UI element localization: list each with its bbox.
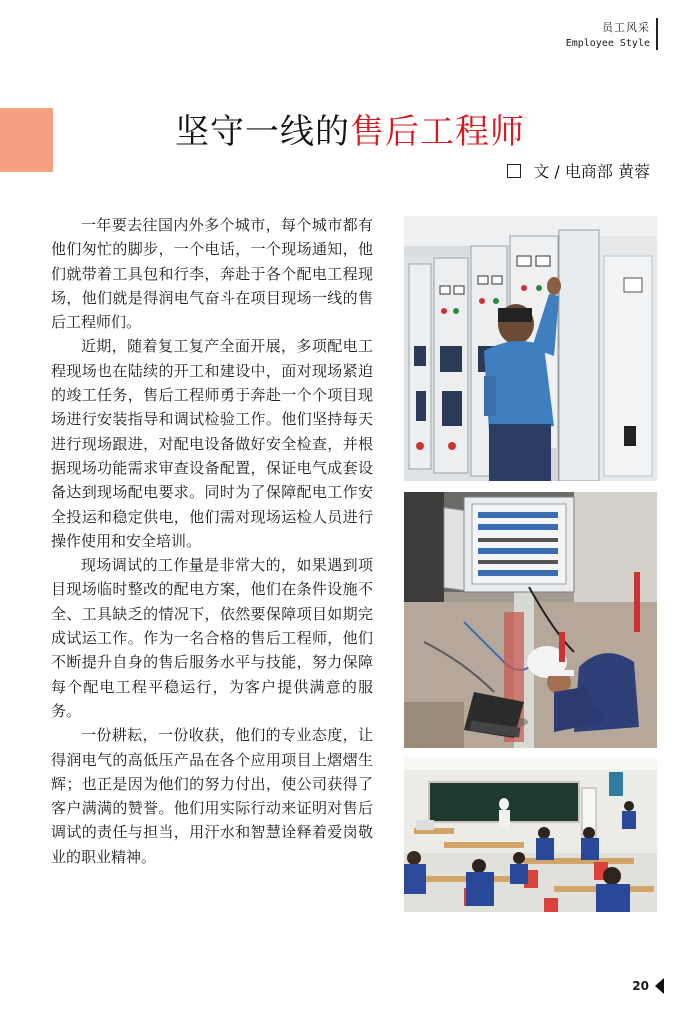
paragraph: 近期，随着复工复产全面开展，多项配电工程现场也在陆续的开工和建设中，面对现场紧迫的竣工任务，售后工程师勇于奔赴一个个项目现场进行安装指导和调试检验工作。他们坚持每天进行现场跟进，对配电设备做好安全检查，并根据现场功能需求审查设备配置，保证电气成套设备达到现场配电要求。同时为了保障配电工作安全投运和稳定供电，他们需对现场运检人员进行操作使用和安全培训。 xyxy=(51,337,373,550)
article-title xyxy=(0,104,700,153)
photo-training-classroom xyxy=(404,758,657,912)
section-header xyxy=(566,20,650,52)
byline xyxy=(507,159,650,182)
page-marker-triangle-icon xyxy=(655,978,664,994)
paragraph: 一份耕耘，一份收获，他们的专业态度，让得润电气的高低压产品在各个应用项目上熠熠生辉；也正是因为他们的努力付出，使公司获得了客户满满的赞誉。他们用实际行动来证明对售后调试的责任与担当，用汗水和智慧诠释着爱岗敬业的职业精神。 xyxy=(51,726,373,866)
page-number xyxy=(632,978,664,994)
photo-switchgear-technician xyxy=(404,216,657,481)
article-body xyxy=(51,213,373,869)
header-divider xyxy=(656,18,658,50)
paragraph: 现场调试的工作量是非常大的，如果遇到项目现场临时整改的配电方案，他们在条件设施不全、工具缺乏的情况下，依然要保障项目如期完成试运工作。作为一名合格的售后工程师，他们不断提升自身的售后服务水平与技能，努力保障每个配电工程平稳运行，为客户提供满意的服务。 xyxy=(51,556,373,720)
page-number-text: 20 xyxy=(632,979,649,993)
paragraph: 一年要去往国内外多个城市，每个城市都有他们匆忙的脚步，一个电话，一个现场通知，他们就带着工具包和行李，奔赴于各个配电工程现场，他们就是得润电气奋斗在项目现场一线的售后工程师们。 xyxy=(51,216,373,332)
section-title-cn: 员工风采 xyxy=(602,21,650,34)
photo-control-panel-engineer xyxy=(404,492,657,748)
title-plain: 坚守一线的 xyxy=(175,112,350,152)
byline-box-icon xyxy=(507,164,521,178)
title-highlight: 售后工程师 xyxy=(350,112,525,152)
byline-text: 文 / 电商部 黄蓉 xyxy=(533,162,650,181)
section-title-en: Employee Style xyxy=(565,38,650,49)
